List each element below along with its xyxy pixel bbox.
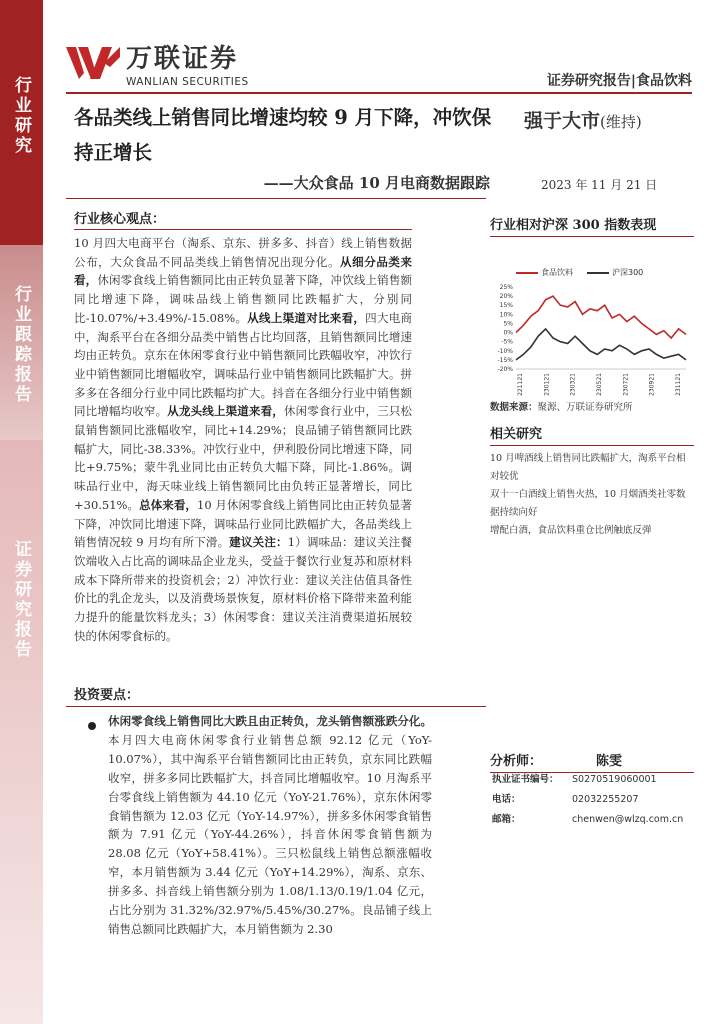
- sidebar-label: 证券研究报告: [11, 540, 31, 660]
- investment-heading: 投资要点：: [74, 688, 140, 703]
- paragraph: 1）调味品：建议关注餐饮端收入占比高的调味品企业龙头，受益于餐饮行业复苏和原材料成本下降所带来的投资机会；2）冲饮行业：建议关注估值具备性价比的乳企龙头，以及消费场景恢复，原材料价格下降带来盈利能力提升的能量饮料龙头；3）休闲零食：建议关注消费渠道拓展较快的休闲零食标的。: [74, 535, 412, 643]
- legend-item: [587, 267, 643, 278]
- legend-swatch: [516, 272, 538, 274]
- header-divider: [66, 92, 692, 94]
- analyst-phone-row: [492, 790, 692, 810]
- sidebar-label: 行业跟踪报告: [11, 285, 31, 405]
- paragraph: 休闲零食行业中，三只松鼠销售额同比涨幅收窄，同比+14.29%；良品铺子销售额同比跌幅扩大，同比-38.33%。冲饮行业中，伊利股份同比增速下降，同比+9.75%；蒙牛乳业同比由正转负大幅下降，同比-1.86%。调味品行业中，海天味业线上销售额同比由负转正显著增长，同比+30.51%。: [74, 404, 413, 512]
- email-link[interactable]: chenwen@wlzq.com.cn: [572, 814, 684, 825]
- legend-label: 沪深300: [612, 268, 644, 277]
- emphasis: 休闲零食线上销售同比大跌且由正转负，龙头销售额涨跌分化。: [108, 714, 432, 728]
- rating-note: (维持): [600, 113, 642, 131]
- legend-label: 食品饮料: [541, 268, 573, 277]
- left-sidebar: [0, 0, 43, 1024]
- performance-chart: [490, 237, 694, 396]
- paragraph: 本月四大电商休闲零食行业销售总额 92.12 亿元（YoY-10.07%），其中淘系平台销售额同比由正转负，京东同比跌幅收窄，拼多多同比跌幅扩大，抖音同比增幅收窄。10 月淘系平台零食线上销售额为 44.10 亿元（YoY-21.76%），京东休闲零食销售额为 12.03 亿元（YoY-14.97%），拼多多休闲零食销售额为 7.91 亿元（YoY-44.26%），抖音休闲零食销售额为 28.08 亿元（YoY+58.41%）。三只松鼠线上销售总额涨幅收窄，本月销售额为 3.44 亿元（YoY+14.29%），淘系、京东、拼多多、抖音线上销售额分别为 1.08/1.13/0.19/1.04 亿元，占比分别为 31.32%/32.97%/5.45%/30.27%。良品铺子线上销售总额同比跌幅扩大，本月销售额为 2.30: [108, 732, 432, 936]
- report-subtitle: ——大众食品 10 月电商数据跟踪: [263, 174, 490, 192]
- related-list: [490, 450, 694, 540]
- y-tick-label: -20%: [497, 366, 513, 373]
- phone-number: 02032255207: [572, 794, 639, 805]
- legend-item: [516, 267, 573, 278]
- x-tick-label: 231121: [675, 373, 682, 396]
- y-tick-label: 20%: [499, 293, 513, 301]
- paragraph: 10 月四大电商平台（淘系、京东、拼多多、抖音）线上销售数据公布，大众食品不同品类线上销售情况出现分化。: [74, 236, 412, 269]
- y-tick-label: 15%: [499, 302, 513, 310]
- related-item[interactable]: 双十一白酒线上销售火热，10 月烟酒类社零数据持续向好: [490, 489, 686, 518]
- paragraph: 休闲零食线上销售额同比由正转负显著下降，冲饮线上销售额同比增速下降，调味品线上销售额同比跌幅扩大，分别同比-10.07%/+3.49%/-15.08%。: [74, 273, 413, 325]
- report-type: 证券研究报告|食品饮料: [546, 73, 692, 89]
- emphasis: 建议关注：: [229, 535, 288, 550]
- analyst-label: 分析师：: [490, 754, 543, 769]
- legend-swatch: [587, 272, 609, 274]
- y-tick-label: -15%: [497, 356, 513, 364]
- company-logo: [66, 38, 249, 88]
- core-views-heading: 行业核心观点：: [74, 208, 412, 230]
- x-tick-label: 230121: [543, 373, 551, 396]
- analyst-cert-row: [492, 770, 692, 790]
- x-tick-label: 230521: [596, 373, 603, 396]
- y-tick-label: 25%: [499, 284, 513, 291]
- source-label: 数据来源：: [490, 402, 538, 413]
- y-tick-label: -5%: [501, 338, 513, 346]
- field-label: 执业证书编号：: [492, 774, 559, 785]
- x-tick-label: 221121: [517, 373, 524, 396]
- core-views-section: [74, 208, 412, 645]
- emphasis: 从线上渠道对比来看，: [247, 310, 366, 325]
- emphasis: 从细分品类来看，: [74, 254, 413, 288]
- title-divider: [66, 198, 486, 199]
- logo-en-text: WANLIAN SECURITIES: [126, 76, 249, 88]
- investment-divider: [66, 706, 486, 707]
- series-line-食品饮料: [516, 296, 686, 338]
- x-tick-label: 230721: [622, 373, 630, 396]
- report-date: 2023 年 11 月 21 日: [541, 178, 658, 192]
- cert-number: S0270519060001: [572, 774, 657, 785]
- line-chart-svg: [490, 281, 694, 401]
- wanlian-logo-icon: [66, 43, 120, 83]
- rating: [524, 106, 642, 133]
- y-tick-label: 0%: [503, 329, 513, 337]
- rating-label: 强于大市: [524, 110, 601, 132]
- logo-cn-text: 万联证券: [126, 44, 239, 74]
- series-line-沪深300: [516, 329, 686, 360]
- related-heading: 相关研究: [490, 423, 694, 446]
- paragraph: 四大电商中，淘系平台在各细分品类中销售占比均回落，且销售额同比增速均由正转负。京东在休闲零食行业中销售额同比跌幅收窄，冲饮行业中销售额同比增幅收窄，调味品行业中销售额同比跌幅扩大。拼多多在各细分行业中同比跌幅均扩大。抖音在各细分行业中销售额同比增幅均收窄。: [74, 310, 413, 419]
- chart-legend: [516, 267, 643, 278]
- data-source: [490, 399, 694, 413]
- emphasis: 总体来看，: [139, 497, 197, 512]
- sidebar-tag-tracking-report: [0, 245, 43, 440]
- sidebar-tag-securities-report: [0, 440, 43, 1024]
- right-column: [490, 214, 694, 540]
- chart-heading: 行业相对沪深 300 指数表现: [490, 214, 694, 237]
- sidebar-tag-industry-research: [0, 0, 43, 245]
- field-label: 邮箱：: [492, 814, 521, 825]
- y-tick-label: 5%: [503, 320, 513, 328]
- bullet-icon: [88, 722, 96, 730]
- analyst-email-row: [492, 810, 692, 830]
- source-text: 聚源、万联证券研究所: [537, 402, 633, 413]
- analyst-info: [492, 770, 692, 830]
- sidebar-label: 行业研究: [11, 76, 31, 156]
- analyst-name: 陈雯: [595, 754, 622, 769]
- y-tick-label: 10%: [499, 311, 513, 319]
- core-views-text: [74, 234, 412, 645]
- emphasis: 从龙头线上渠道来看，: [167, 404, 284, 419]
- x-tick-label: 230921: [648, 373, 656, 396]
- investment-text: [108, 712, 432, 939]
- x-tick-label: 230321: [569, 373, 577, 396]
- report-title: 各品类线上销售同比增速均较 9 月下降，冲饮保持正增长: [74, 106, 492, 164]
- related-item[interactable]: 增配白酒，食品饮料重仓比例触底反弹: [490, 525, 652, 536]
- paragraph: 10 月休闲零食线上销售同比由正转负显著下降，冲饮同比增速下降，调味品行业同比跌幅扩大，各品类线上销售情况较 9 月均有所下滑。: [74, 497, 412, 550]
- field-label: 电话：: [492, 794, 521, 805]
- y-tick-label: -10%: [497, 347, 513, 355]
- related-item[interactable]: 10 月啤酒线上销售同比跌幅扩大，淘系平台相对较优: [490, 453, 686, 482]
